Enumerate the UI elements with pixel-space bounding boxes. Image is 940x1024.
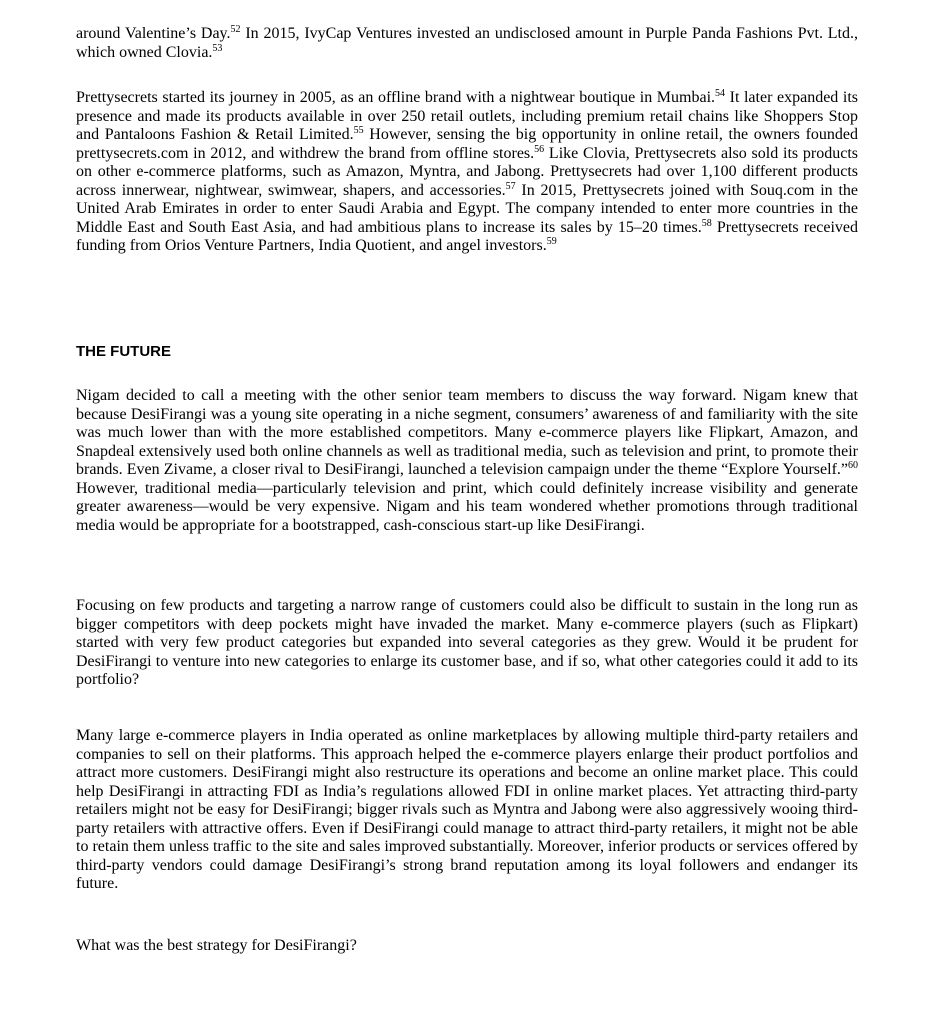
- text-run: around Valentine’s Day.: [76, 25, 231, 42]
- text-run: However, traditional media—particularly television and print, which could definitely increase visibility and generate greater awareness—would be very expensive. Nigam and his team wondered whether promotions through traditional media would be appropriate for a bootstrapped, cash-conscious start-up like DesiFirangi.: [76, 479, 858, 534]
- paragraph-marketplace: [76, 727, 858, 894]
- footnote-marker: 58: [701, 217, 712, 229]
- footnote-marker: 60: [848, 460, 858, 471]
- text-run: Nigam decided to call a meeting with the other senior team members to discuss the way forward. Nigam knew that because DesiFirangi was a young site operating in a niche segment, consumers’ awareness of and familiarity with the site was much lower than with the more established competitors. Many e-commerce players like Flipkart, Amazon, and Snapdeal extensively used both online channels as well as traditional media, such as television and print, to promote their brands. Even Zivame, a closer rival to DesiFirangi, launched a television campaign under the theme “Explore Yourself.”: [76, 387, 858, 478]
- closing-question: [76, 937, 858, 956]
- footnote-marker: 55: [353, 125, 364, 136]
- section-heading: THE FUTURE: [76, 343, 171, 360]
- text-run: Prettysecrets received funding from Orios Venture Partners, India Quotient, and angel investors.: [76, 218, 858, 254]
- paragraph-prettysecrets: [76, 89, 858, 256]
- text-run: What was the best strategy for DesiFirangi?: [76, 937, 357, 954]
- paragraph-clovia-funding: [76, 25, 858, 62]
- text-run: It later expanded its presence and made its products available in over 250 retail outlets, including premium retail chains like Shoppers Stop and Pantaloons Fashion & Retail Limited.: [76, 89, 858, 143]
- footnote-marker: 52: [230, 24, 241, 35]
- paragraph-product-categories: [76, 597, 858, 690]
- footnote-marker: 53: [212, 42, 223, 54]
- text-run: In 2015, IvyCap Ventures invested an undisclosed amount in Purple Panda Fashions Pvt. Ltd., which owned Clovia.: [76, 25, 858, 61]
- footnote-marker: 56: [534, 143, 545, 155]
- footnote-marker: 57: [505, 180, 516, 192]
- paragraph-nigam-meeting: [76, 387, 858, 535]
- text-run: However, sensing the big opportunity in online retail, the owners founded prettysecrets.com in 2012, and withdrew the brand from offline stores.: [76, 126, 858, 162]
- footnote-marker: 59: [546, 236, 557, 247]
- text-run: Like Clovia, Prettysecrets also sold its products on other e-commerce platforms, such as Amazon, Myntra, and Jabong. Prettysecrets had over 1,100 different products across innerwear, nightwear, swimwear, shapers, and accessories.: [76, 144, 859, 199]
- text-run: Many large e-commerce players in India operated as online marketplaces by allowing multiple third-party retailers and companies to sell on their platforms. This approach helped the e-commerce players enlarge their product portfolios and attract more customers. DesiFirangi might also restructure its operations and become an online market place. This could help DesiFirangi in attracting FDI as India’s regulations allowed FDI in online market places. Yet attracting third-party retailers might not be easy for DesiFirangi; bigger rivals such as Myntra and Jabong were also aggressively wooing third-party retailers with attractive offers. Even if DesiFirangi could manage to attract third-party retailers, it might not be able to retain them unless traffic to the site and sales improved substantially. Moreover, inferior products or services offered by third-party vendors could damage DesiFirangi’s strong brand reputation among its loyal followers and endanger its future.: [76, 727, 858, 892]
- footnote-marker: 54: [715, 88, 726, 99]
- text-run: In 2015, Prettysecrets joined with Souq.com in the United Arab Emirates in order to enter Saudi Arabia and Egypt. The company intended to enter more countries in the Middle East and South East Asia, and had ambitious plans to increase its sales by 15–20 times.: [76, 181, 858, 236]
- text-run: Prettysecrets started its journey in 2005, as an offline brand with a nightwear boutique in Mumbai.: [76, 89, 716, 106]
- text-run: Focusing on few products and targeting a narrow range of customers could also be difficult to sustain in the long run as bigger competitors with deep pockets might have invaded the market. Many e-commerce players (such as Flipkart) started with very few product categories but expanded into several categories as they grew. Would it be prudent for DesiFirangi to venture into new categories to enlarge its customer base, and if so, what other categories could it add to its portfolio?: [76, 597, 858, 688]
